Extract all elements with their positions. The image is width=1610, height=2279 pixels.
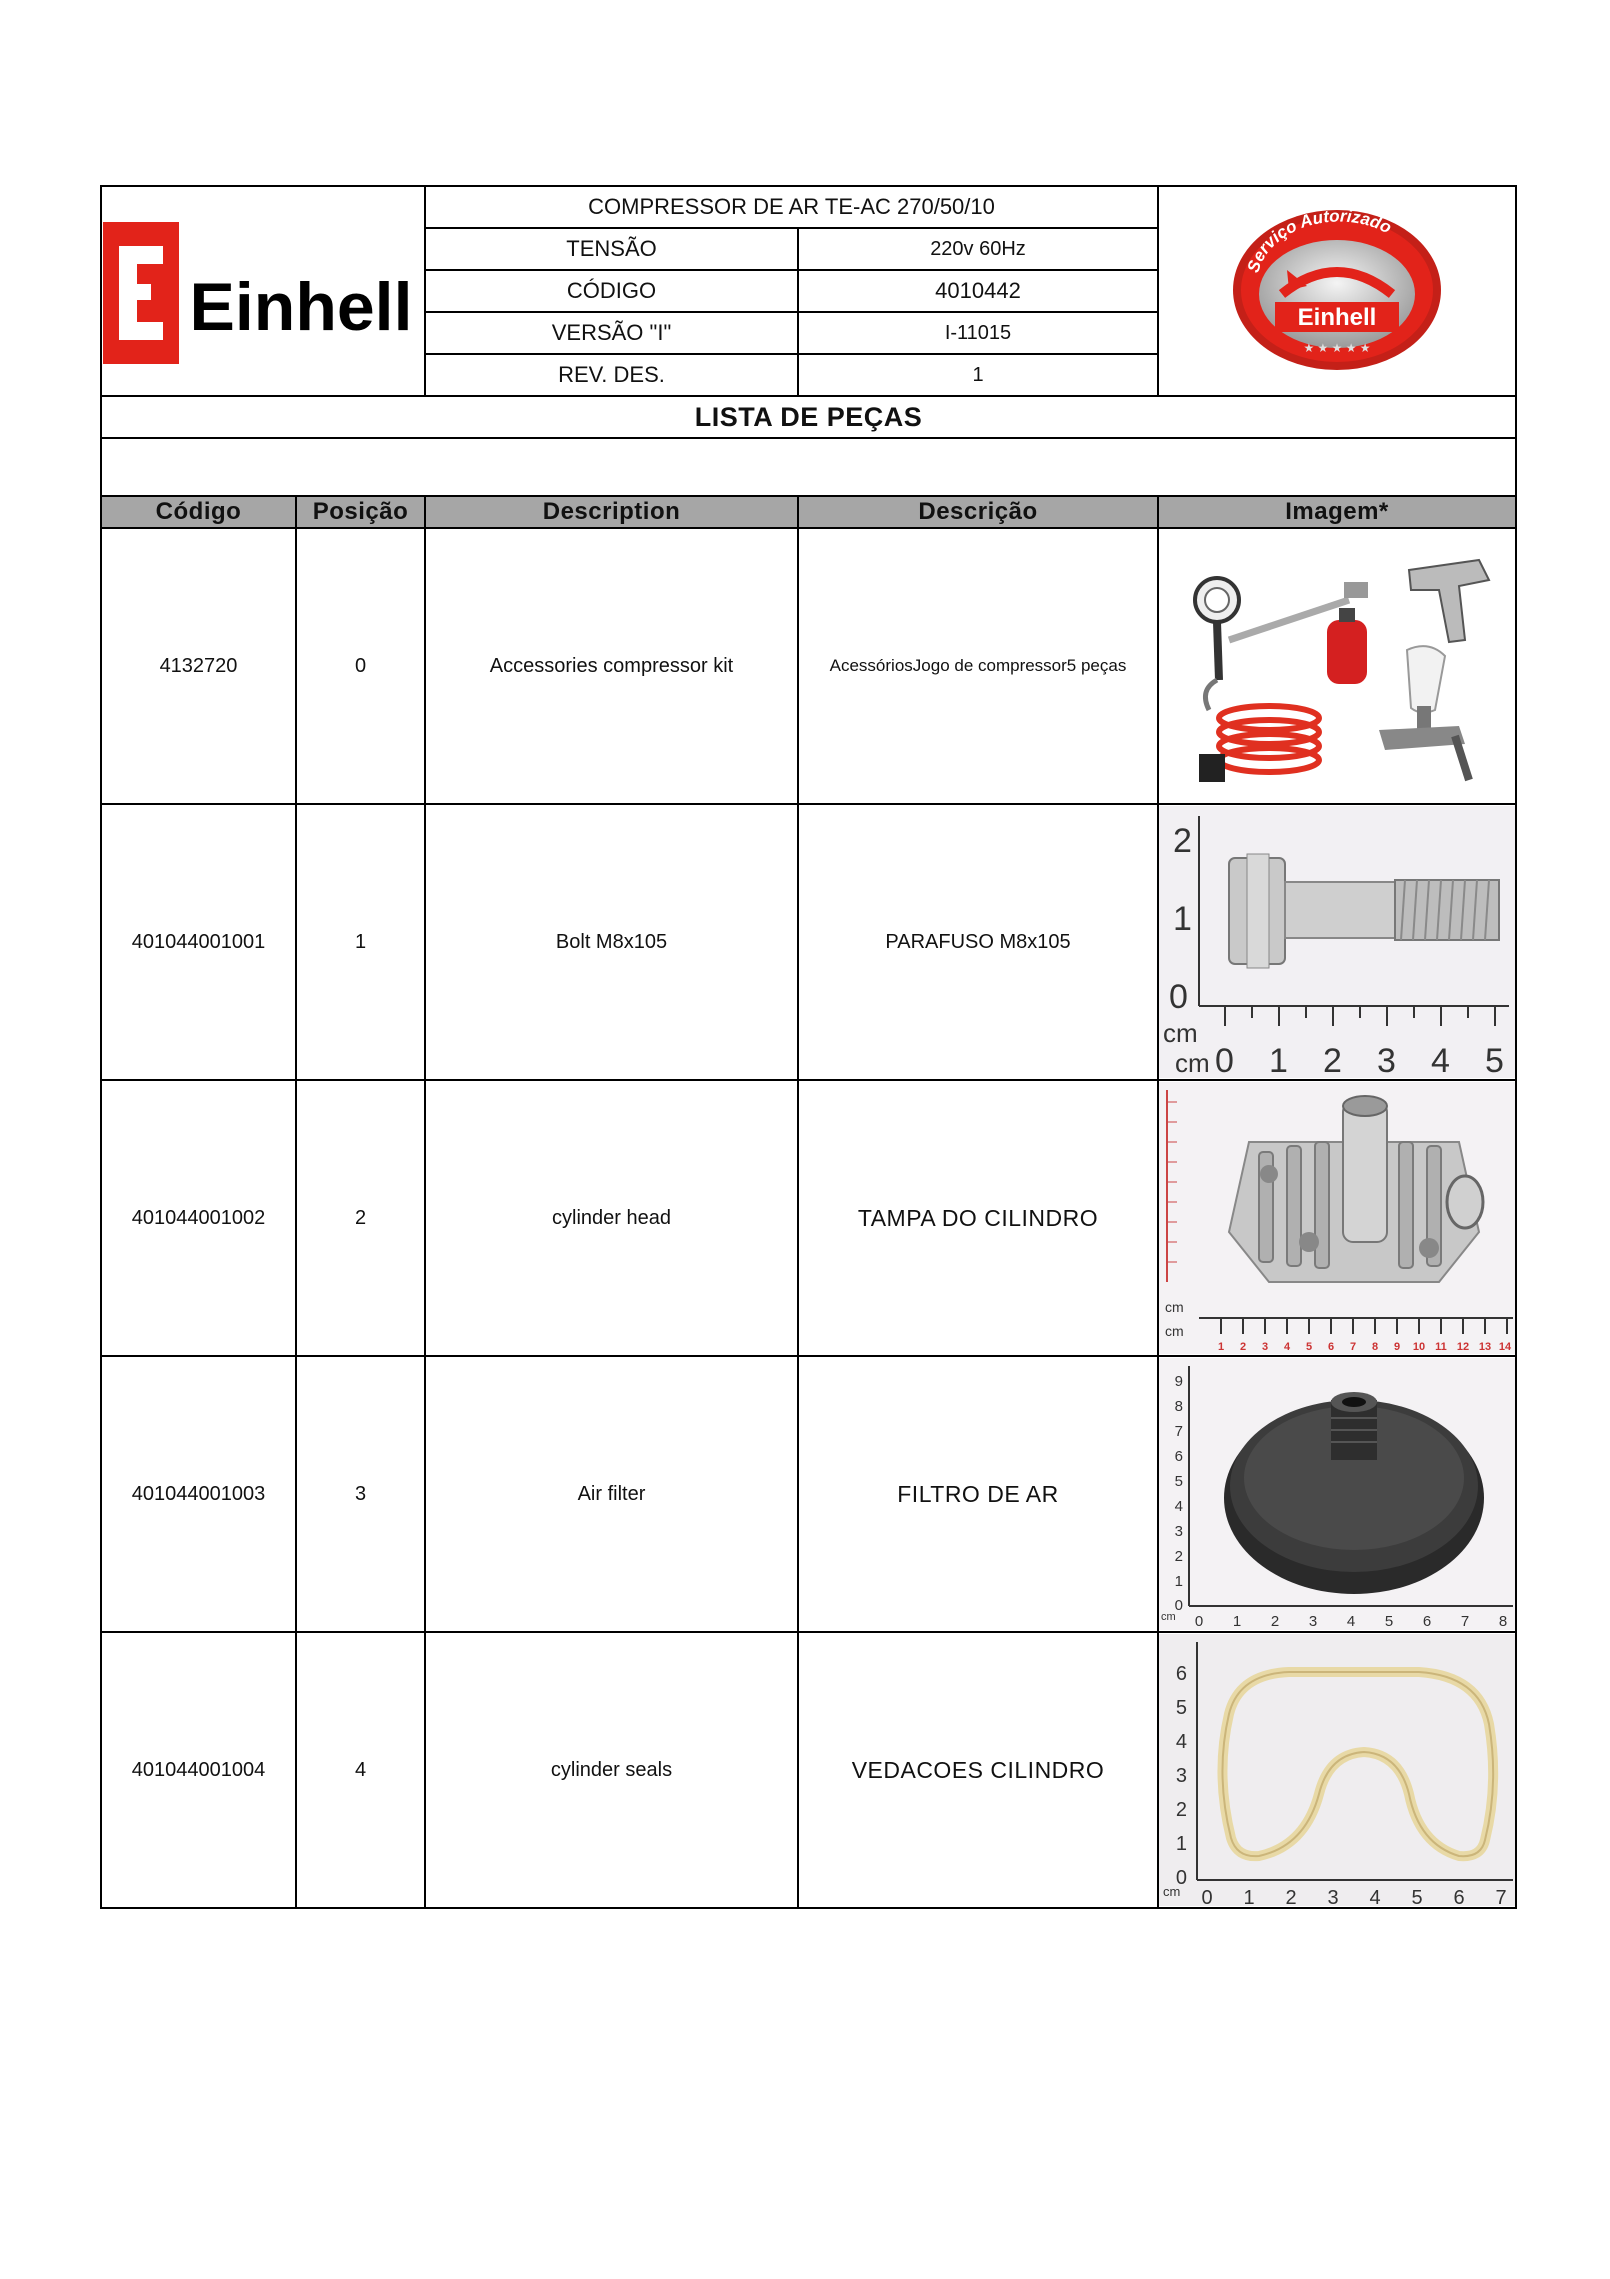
ruler-x-tick: 9 (1393, 1341, 1401, 1353)
ruler-y-tick: 3 (1174, 1523, 1183, 1540)
ruler-unit: cm (1161, 1611, 1176, 1623)
ruler-x-tick: 4 (1369, 1887, 1381, 1906)
einhell-logo (103, 188, 423, 388)
ruler-unit: cm (1163, 1018, 1198, 1048)
ruler-y-tick: 6 (1175, 1663, 1187, 1685)
part-description: Air filter (425, 1356, 798, 1632)
ruler-y-tick: 2 (1174, 1548, 1183, 1565)
part-position: 3 (296, 1356, 425, 1632)
ruler-x-tick: 0 (1215, 1042, 1234, 1078)
part-descricao: VEDACOES CILINDRO (798, 1632, 1158, 1908)
part-description: cylinder head (425, 1080, 798, 1356)
ruler-x-tick: 12 (1456, 1341, 1470, 1353)
part-position: 1 (296, 804, 425, 1080)
version-value: I-11015 (798, 312, 1158, 354)
ruler-x-tick: 4 (1431, 1042, 1450, 1078)
part-image (1158, 804, 1516, 1080)
ruler-x-tick: 2 (1323, 1042, 1342, 1078)
col-header-image: Imagem* (1158, 496, 1516, 528)
ruler-y-tick: 5 (1175, 1697, 1187, 1719)
part-description: Accessories compressor kit (425, 528, 798, 804)
ruler-x-tick: 8 (1371, 1341, 1379, 1353)
ruler-x-tick: 4 (1346, 1613, 1356, 1630)
ruler-x-tick: 3 (1261, 1341, 1269, 1353)
part-code: 401044001003 (101, 1356, 296, 1632)
version-label: VERSÃO "I" (425, 312, 798, 354)
ruler-y-tick: 1 (1173, 900, 1192, 938)
ruler-y-tick: 4 (1174, 1498, 1183, 1515)
table-row (101, 804, 1516, 1080)
revision-label: REV. DES. (425, 354, 798, 396)
ruler-y-tick: 6 (1174, 1448, 1183, 1465)
list-title: LISTA DE PEÇAS (101, 396, 1516, 438)
voltage-value: 220v 60Hz (798, 228, 1158, 270)
ruler-y-tick: 2 (1175, 1799, 1187, 1821)
ruler-x-tick: 6 (1327, 1341, 1335, 1353)
cylinder-seals-image (1159, 1634, 1515, 1906)
part-position: 0 (296, 528, 425, 804)
part-image (1158, 1356, 1516, 1632)
product-title: COMPRESSOR DE AR TE-AC 270/50/10 (425, 186, 1158, 228)
ruler-y-tick: 3 (1175, 1765, 1187, 1787)
ruler-x-tick: 7 (1349, 1341, 1357, 1353)
ruler-x-tick: 14 (1498, 1341, 1512, 1353)
ruler-x-tick: 2 (1270, 1613, 1280, 1630)
part-descricao: TAMPA DO CILINDRO (798, 1080, 1158, 1356)
col-header-descricao: Descrição (798, 496, 1158, 528)
bolt-image (1159, 806, 1515, 1078)
ruler-y-tick: 2 (1173, 822, 1192, 860)
parts-list-sheet (100, 185, 1515, 1909)
badge-stars-icon: ★ ★ ★ ★ ★ (1303, 341, 1371, 355)
ruler-x-tick: 0 (1201, 1887, 1213, 1906)
ruler-x-tick: 7 (1495, 1887, 1507, 1906)
part-code: 401044001002 (101, 1080, 296, 1356)
voltage-label: TENSÃO (425, 228, 798, 270)
accessories-kit-image (1159, 530, 1515, 802)
part-descricao: FILTRO DE AR (798, 1356, 1158, 1632)
ruler-x-tick: 3 (1308, 1613, 1318, 1630)
header-table (100, 185, 1517, 497)
part-code: 401044001004 (101, 1632, 296, 1908)
col-header-description: Description (425, 496, 798, 528)
part-code: 4132720 (101, 528, 296, 804)
part-descricao: PARAFUSO M8x105 (798, 804, 1158, 1080)
ruler-x-tick: 10 (1412, 1341, 1426, 1353)
ruler-x-tick: 1 (1243, 1887, 1255, 1906)
part-position: 4 (296, 1632, 425, 1908)
ruler-y-tick: 1 (1174, 1573, 1183, 1590)
brand-logo-cell (101, 186, 425, 396)
ruler-y-tick: 7 (1174, 1423, 1183, 1440)
ruler-y-tick: 9 (1174, 1373, 1183, 1390)
part-description: Bolt M8x105 (425, 804, 798, 1080)
logo-brand-text: Einhell (189, 269, 413, 345)
service-badge-cell (1158, 186, 1516, 396)
ruler-x-tick: 1 (1269, 1042, 1288, 1078)
ruler-x-tick: 6 (1453, 1887, 1465, 1906)
spacer-row (101, 438, 1516, 496)
ruler-x-tick: 3 (1377, 1042, 1396, 1078)
ruler-unit: cm (1165, 1323, 1184, 1339)
ruler-x-tick: 1 (1232, 1613, 1242, 1630)
part-descricao: AcessóriosJogo de compressor5 peças (798, 528, 1158, 804)
ruler-y-tick: 1 (1175, 1833, 1187, 1855)
ruler-x-tick: 3 (1327, 1887, 1339, 1906)
ruler-x-tick: 5 (1411, 1887, 1423, 1906)
ruler-x-tick: 0 (1194, 1613, 1204, 1630)
ruler-unit: cm (1165, 1299, 1184, 1315)
ruler-y-tick: 4 (1175, 1731, 1187, 1753)
ruler-unit: cm (1175, 1048, 1210, 1078)
part-image (1158, 1080, 1516, 1356)
authorized-service-badge (1187, 190, 1487, 386)
ruler-x-tick: 5 (1384, 1613, 1394, 1630)
part-image (1158, 528, 1516, 804)
cylinder-head-image (1159, 1082, 1515, 1354)
table-row (101, 1080, 1516, 1356)
part-description: cylinder seals (425, 1632, 798, 1908)
ruler-x-tick: 8 (1498, 1613, 1508, 1630)
ruler-y-tick: 0 (1169, 978, 1188, 1016)
ruler-x-tick: 2 (1239, 1341, 1247, 1353)
ruler-x-tick: 13 (1478, 1341, 1492, 1353)
ruler-x-tick: 2 (1285, 1887, 1297, 1906)
part-code: 401044001001 (101, 804, 296, 1080)
table-row (101, 528, 1516, 804)
revision-value: 1 (798, 354, 1158, 396)
part-image (1158, 1632, 1516, 1908)
badge-brand-text: Einhell (1297, 304, 1377, 331)
parts-table (100, 495, 1517, 1909)
ruler-x-tick: 5 (1305, 1341, 1313, 1353)
part-position: 2 (296, 1080, 425, 1356)
ruler-x-tick: 1 (1217, 1341, 1225, 1353)
air-filter-image (1159, 1358, 1515, 1630)
col-header-position: Posição (296, 496, 425, 528)
ruler-y-tick: 0 (1174, 1597, 1183, 1614)
ruler-x-tick: 7 (1460, 1613, 1470, 1630)
badge-top-text: Serviço Autorizado (1243, 206, 1395, 275)
table-row (101, 1356, 1516, 1632)
ruler-y-tick: 0 (1175, 1867, 1187, 1889)
ruler-x-tick: 6 (1422, 1613, 1432, 1630)
ruler-x-tick: 11 (1435, 1341, 1447, 1353)
code-label: CÓDIGO (425, 270, 798, 312)
col-header-code: Código (101, 496, 296, 528)
ruler-x-tick: 5 (1485, 1042, 1504, 1078)
code-value: 4010442 (798, 270, 1158, 312)
ruler-y-tick: 8 (1174, 1398, 1183, 1415)
ruler-unit: cm (1163, 1884, 1181, 1899)
ruler-y-tick: 5 (1174, 1473, 1183, 1490)
ruler-x-tick: 4 (1283, 1341, 1291, 1353)
table-row (101, 1632, 1516, 1908)
